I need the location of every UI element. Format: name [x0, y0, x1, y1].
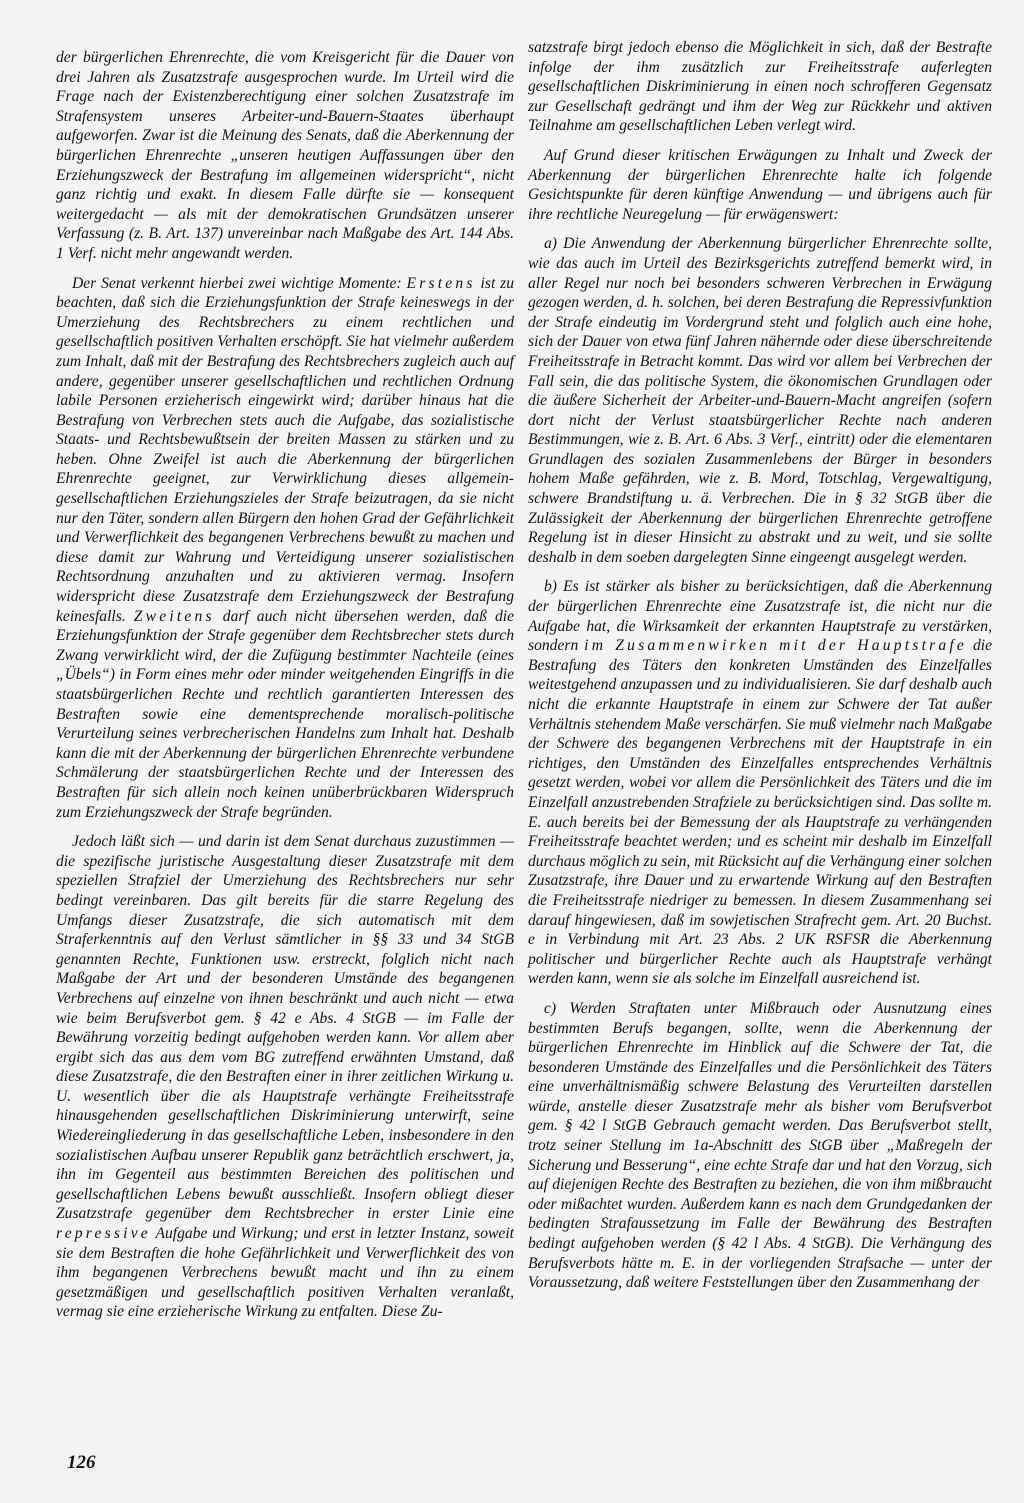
- emphasis-spaced: Zweitens: [133, 607, 215, 625]
- left-column: [56, 48, 514, 1332]
- emphasis-spaced: im Zusammenwirken mit der Hauptstrafe: [584, 637, 968, 655]
- page-number: 126: [67, 1452, 96, 1473]
- paragraph-text: die Bestrafung des Täters den konkreten Umständen des Einzelfalles weitestgehend anzupassen und zu individualisieren. Sie darf deshalb auch nicht die erkannte Hauptstrafe in einem zur Schwere der Tat außer Verhältnis stehendem Maße verschärfen. Sie muß vielmehr nach Maßgabe der Schwere des begangenen Verbrechens mit der Hauptstrafe in ein richtiges, den Umständen des Einzelfalles entsprechendes Verhältnis gesetzt werden, wobei vor allem die Persönlichkeit des Täters und die im Einzelfall anzustrebenden Strafziele zu berücksichtigen sind. Das sollte m. E. auch bereits bei der Bemessung der als Hauptstrafe zu verhängenden Freiheitsstrafe beachtet werden; und es scheint mir deshalb im Einzelfall durchaus möglich zu sein, mit Rücksicht auf die Verhängung einer solchen Zusatzstrafe, ihre Dauer und zu erwartende Wirkung auf den Bestraften die Freiheitsstrafe niedriger zu bemessen. In diesem Zusammenhang sei darauf hingewiesen, daß im sowjetischen Strafrecht gem. Art. 20 Buchst. e in Verbindung mit Art. 23 Abs. 2 UK RSFSR die Aberkennung politischer und bürgerlicher Rechte auch als Hauptstrafe verhängt werden kann, wenn sie als solche im Einzelfall ausreichend ist.: [528, 637, 992, 988]
- paragraph-text: b) Es ist stärker als bisher zu berücksichtigen, daß die Aberkennung der bürgerlichen Ehrenrechte eine Zusatzstrafe ist, die nicht nur die Aufgabe hat, die Wirksamkeit der erkannten Hauptstrafe zu verstärken, sondern: [528, 578, 992, 655]
- paragraph-text: Jedoch läßt sich — und darin ist dem Senat durchaus zuzustimmen — die spezifische juristische Ausgestaltung dieser Zusatzstrafe mit dem speziellen Strafziel der Umerziehung des Rechtsbrechers nur sehr bedingt vereinbaren. Das gilt bereits für die starre Regelung des Umfangs dieser Zusatzstrafe, die sich automatisch mit dem Straferkenntnis auf den Verlust sämtlicher in §§ 33 und 34 StGB genannten Rechte, Funktionen usw. erstreckt, folglich nicht nach Maßgabe der Art und der besonderen Umstände des begangenen Verbrechens auf einzelne von ihnen beschränkt und auch nicht — etwa wie beim Berufsverbot gem. § 42 e Abs. 4 StGB — im Falle der Bewährung vorzeitig bedingt aufgehoben werden kann. Vor allem aber ergibt sich das aus dem vom BG zutreffend erwähnten Umstand, daß diese Zusatzstrafe, die den Bestraften einer in ihrer zeitlichen Wirkung u. U. wesentlich über die als Hauptstrafe verhängte Freiheitsstrafe hinausgehenden gesellschaftlichen Diskriminierung unterwirft, seine Wiedereingliederung in das gesellschaftliche Leben, insbesondere in den sozialistischen Aufbau unserer Republik ganz beträchtlich erschwert, ja, ihn im Gegenteil aus bestimmten Bereichen des politischen und gesellschaftlichen Lebens bewußt ausschließt. Insofern obliegt dieser Zusatzstrafe gegenüber dem Rechtsbrecher in erster Linie eine: [56, 833, 514, 1223]
- list-item-a: a) Die Anwendung der Aberkennung bürgerlicher Ehrenrechte sollte, wie das auch im Urteil des Bezirksgerichts zutreffend bemerkt wird, in aller Regel nur noch bei besonders schweren Verbrechen in Erwägung gezogen werden, d. h. solchen, bei deren Bestrafung die Repressivfunktion der Strafe eindeutig im Vordergrund steht und folglich auch eine hohe, sich der Dauer von etwa fünf Jahren nähernde oder diese überschreitende Freiheitsstrafe in Betracht kommt. Das wird vor allem bei Verbrechen der Fall sein, die das politische System, die ökonomischen Grundlagen oder die äußere Sicherheit der Arbeiter-und-Bauern-Macht angreifen (sofern dort nicht der Verlust staatsbürgerlicher Rechte nach anderen Bestimmungen, wie z. B. Art. 6 Abs. 3 Verf., eintritt) oder die elementaren Grundlagen des sozialen Zusammenlebens der Bürger in besonders hohem Maße gefährden, wie z. B. Mord, Totschlag, Vergewaltigung, schwere Brandstiftung u. ä. Verbrechen. Die in § 32 StGB über die Zulässigkeit der Aberkennung der bürgerlichen Ehrenrechte getroffene Regelung ist in dieser Hinsicht zu abstrakt und zu weit, und sie sollte deshalb in dem soeben dargelegten Sinne eingeengt ausgelegt werden.: [528, 235, 992, 566]
- list-item-c: c) Werden Straftaten unter Mißbrauch oder Ausnutzung eines bestimmten Berufs begangen, sollte, wenn die Aberkennung der bürgerlichen Ehrenrechte im Hinblick auf die Schwere der Tat, die besonderen Umstände des Einzelfalles und die Persönlichkeit des Täters eine unverhältnismäßig schwere Belastung des Verurteilten darstellen würde, anstelle dieser Zusatzstrafe mehr als bisher vom Berufsverbot gem. § 42 l StGB Gebrauch gemacht werden. Das Berufsverbot stellt, trotz seiner Stellung im 1a-Abschnitt des StGB über „Maßregeln der Sicherung und Besserung“, eine echte Strafe dar und hat den Vorzug, sich auf diejenigen Rechte des Bestraften zu beziehen, die von ihm mißbraucht oder mißachtet wurden. Außerdem kann es nach dem Grundgedanken der bedingten Strafaussetzung im Falle der Bewährung des Bestraften bedingt aufgehoben werden (§ 42 l Abs. 4 StGB). Die Verhängung des Berufsverbots hätte m. E. in der vorliegenden Strafsache — unter der Voraussetzung, daß weitere Feststellungen über den Zusammenhang der: [528, 999, 992, 1292]
- emphasis-spaced: repressive: [56, 1225, 151, 1243]
- list-item-b: [528, 577, 992, 988]
- paragraph: Auf Grund dieser kritischen Erwägungen zu Inhalt und Zweck der Aberkennung der bürgerlichen Ehrenrechte halte ich folgende Gesichtspunkte für deren künftige Anwendung — und übrigens auch für ihre rechtliche Neuregelung — für erwägenswert:: [528, 146, 992, 223]
- paragraph: satzstrafe birgt jedoch ebenso die Möglichkeit in sich, daß der Bestrafte infolge der ihm zusätzlich zur Freiheitsstrafe auferlegten gesellschaftlichen Diskriminierung in einen noch schrofferen Gegensatz zur Gesellschaft gedrängt und ihm der Weg zur Rückkehr und aktiven Teilnahme am gesellschaftlichen Leben verlegt wird.: [528, 39, 992, 135]
- paragraph-text: Der Senat verkennt hierbei zwei wichtige Momente:: [72, 274, 407, 292]
- paragraph: [56, 274, 514, 823]
- right-column: [528, 38, 992, 1303]
- paragraph-text: darf auch nicht übersehen werden, daß die Erziehungsfunktion der Strafe gegenüber dem Rechtsbrecher stets durch Zwang verwirklicht wird, der die Zufügung bestimmter Nachteile (eines „Übels“) in Form eines mehr oder minder weitgehenden Eingriffs in die staatsbürgerlichen Rechte und rechtlich garantierten Interessen des Bestraften sowie eine dementsprechende moralisch-politische Verurteilung seines verbrecherischen Handelns zum Inhalt hat. Deshalb kann die mit der Aberkennung der bürgerlichen Ehrenrechte verbundene Schmälerung der staatsbürgerlichen Rechte und der Interessen des Bestraften für sich allein noch keinen unüberbrückbaren Widerspruch zum Erziehungszweck der Strafe begründen.: [56, 607, 515, 821]
- paragraph-text: ist zu beachten, daß sich die Erziehungsfunktion der Strafe keineswegs in der Umerziehung des Rechtsbrechers zu einem rechtlichen und gesellschaftlich positiven Verhalten erschöpft. Sie hat vielmehr außerdem zum Inhalt, daß mit der Bestrafung des Rechtsbrechers zugleich auch auf andere, gegenüber unserer gesellschaftlichen und rechtlichen Ordnung labile Personen erzieherisch eingewirkt wird; darüber hinaus hat die Bestrafung von Verbrechen stets auch die Aufgabe, das sozialistische Staats- und Rechtsbewußtsein der breiten Massen zu stärken und zu heben. Ohne Zweifel ist auch die Aberkennung der bürgerlichen Ehrenrechte geeignet, zur Verwirklichung dieses allgemein-gesellschaftlichen Erziehungszieles der Strafe beizutragen, da sie nicht nur den Täter, sondern allen Bürgern den hohen Grad der Gefährlichkeit und Verwerflichkeit des begangenen Verbrechens bewußt zu machen und diese damit zur Wahrung und Verteidigung unserer sozialistischen Rechtsordnung anzuhalten und zu aktivieren vermag. Insofern widerspricht diese Zusatzstrafe dem Erziehungszweck der Bestrafung keinesfalls.: [56, 274, 514, 625]
- paragraph: [56, 832, 514, 1322]
- paragraph-text: Aufgabe und Wirkung; und erst in letzter Instanz, soweit sie dem Bestraften die hohe Gefährlichkeit und Verwerflichkeit des von ihm begangenen Verbrechens bewußt macht und ihn zu einem gesetzmäßigen und gesellschaftlich positiven Verhalten veranlaßt, vermag sie eine erzieherische Wirkung zu entfalten. Diese Zu-: [56, 1225, 514, 1321]
- paragraph: der bürgerlichen Ehrenrechte, die vom Kreisgericht für die Dauer von drei Jahren als Zusatzstrafe ausgesprochen wurde. Im Urteil wird die Frage nach der Existenzberechtigung einer solchen Zusatzstrafe im Strafensystem unseres Arbeiter-und-Bauern-Staates überhaupt aufgeworfen. Zwar ist die Meinung des Senats, daß die Aberkennung der bürgerlichen Ehrenrechte „unseren heutigen Auffassungen über den Erziehungszweck der Bestrafung im allgemeinen widerspricht“, nicht ganz richtig und exakt. In diesem Falle dürfte sie — konsequent weitergedacht — als mit der demokratischen Grundsätzen unserer Verfassung (z. B. Art. 137) unvereinbar nach Maßgabe des Art. 144 Abs. 1 Verf. nicht mehr angewandt werden.: [56, 49, 514, 262]
- emphasis-spaced: Erstens: [406, 274, 476, 292]
